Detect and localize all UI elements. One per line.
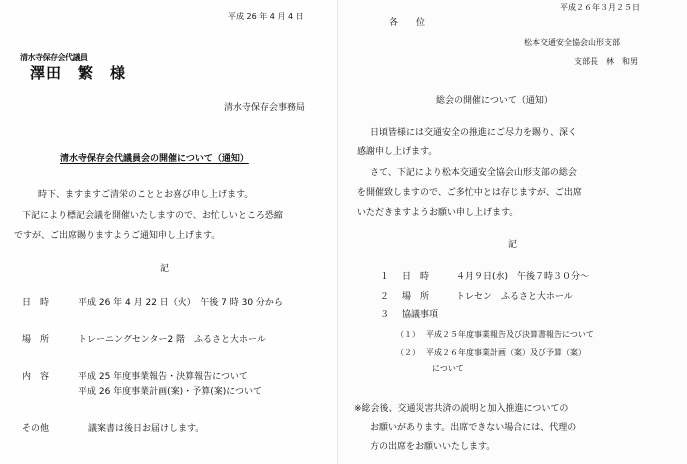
left-sender: 清水寺保存会事務局 [224,103,306,113]
right-item-num: １ [380,272,390,282]
left-item-value: 平成 26 年度事業計画(案)・予算(案)について [78,387,263,397]
left-item-value: 平成 25 年度事業報告・決算報告について [78,372,248,382]
right-item-value: ４月９日(水) 午後７時３０分～ [456,272,590,282]
right-item-label: 場 所 [402,292,430,302]
right-note-line-1: ※総会後、交通災害共済の説明と加入推進についての [354,404,569,414]
right-subitem-num: （２） [396,348,420,357]
right-item-num: ３ [380,310,390,320]
right-subitem-num: （１） [396,330,420,339]
right-sender-name: 支部長 林 和男 [574,57,638,66]
left-date: 平成 26 年 4 月 4 日 [228,12,304,21]
right-body-line-4: を開催致しますので、ご多忙中とは存じますが、ご出席 [357,188,582,198]
right-note-line-3: 方の出席をお願いいたします。 [370,442,496,452]
left-item-label: その他 [22,424,50,434]
right-body-line-1: 日頃皆様には交通安全の推進にご尽力を賜り、深く [370,128,578,138]
right-title: 総会の開催について（通知） [436,96,553,106]
right-item-num: ２ [380,292,390,302]
left-item-value: 平成 26 年 4 月 22 日（火） 午後 7 時 30 分から [78,298,283,308]
left-body-line-2: 下記により標記会議を開催いたしますので、お忙しいところ恐縮 [22,211,283,221]
right-note-line-2: お願いがあります。出席できない場合には、代理の [370,423,577,433]
left-ki: 記 [160,264,170,274]
right-subitem-text: 平成２６年度事業計画（案）及び予算（案） [426,348,586,357]
right-body-line-2: 感謝申し上げます。 [357,147,438,157]
left-recipient-org: 清水寺保存会代議員 [20,53,88,62]
right-subitem-text: 平成２５年度事業報告及び決算書報告について [426,330,594,339]
left-item-value: 議案書は後日お届けします。 [88,424,205,434]
left-body-line-3: ですが、ご出席賜りますようご通知申し上げます。 [14,231,221,241]
right-subitem-text: について [432,364,464,373]
left-item-label: 内 容 [22,372,50,382]
right-body-line-5: いただきますようお願い申し上げます。 [357,208,519,218]
notice-right-page [338,0,687,464]
left-item-value: トレーニングセンター2 階 ふるさと大ホール [78,335,266,345]
right-item-value: トレセン ふるさと大ホール [456,292,573,302]
right-body-line-3: さて、下記により松本交通安全協会山形支部の総会 [370,168,577,178]
left-item-label: 場 所 [22,335,50,345]
right-item-label: 協議事項 [402,310,439,320]
right-item-label: 日 時 [402,272,430,282]
notice-left-page [0,0,338,464]
left-title: 清水寺保存会代議員会の開催について（通知） [60,154,249,164]
left-body-line-1: 時下、ますますご清栄のこととお喜び申し上げます。 [38,190,254,200]
right-date: 平成２６年３月２５日 [560,3,640,12]
right-sender-org: 松本交通安全協会山形支部 [524,38,620,47]
left-recipient-name: 澤田 繁 様 [30,64,127,82]
right-ki: 記 [508,240,518,250]
left-item-label: 日 時 [22,298,50,308]
right-recipient: 各 位 [389,18,426,28]
